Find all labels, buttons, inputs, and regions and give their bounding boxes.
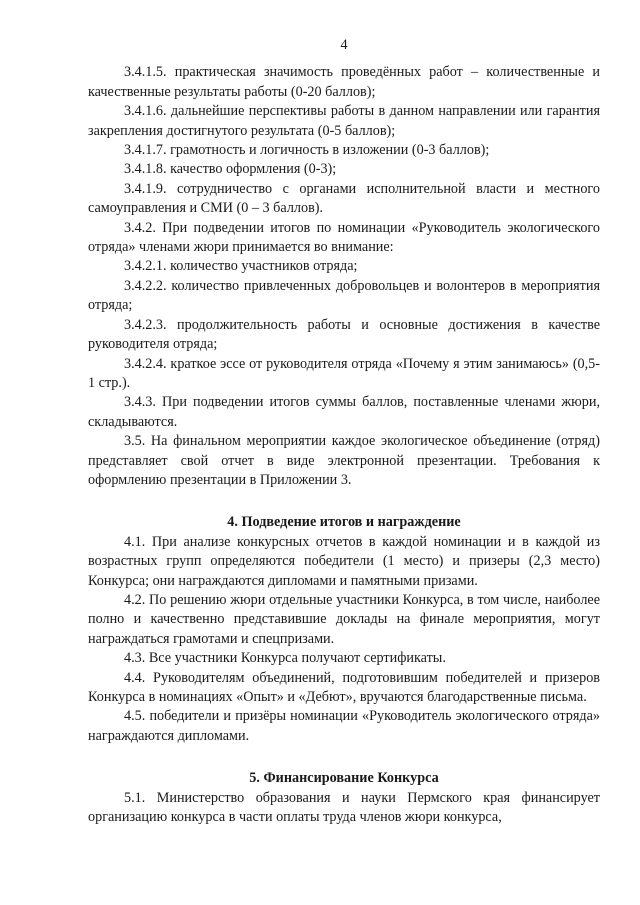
item-3-4-2-1: 3.4.2.1. количество участников отряда; (124, 258, 358, 275)
item-4-3: 4.3. Все участники Конкурса получают сертификаты. (124, 650, 446, 667)
item-4-1: 4.1. При анализе конкурсных отчетов в каждой номинации и в каждой из возрастных групп определяются победители (1 место) и призеры (2,3 место) Конкурса; они награждаются дипломами и памятными призами. (88, 533, 600, 589)
section-5-heading: 5. Финансирование Конкурса (249, 770, 439, 787)
page-number: 4 (340, 37, 348, 53)
item-4-2: 4.2. По решению жюри отдельные участники Конкурса, в том числе, наиболее полно и качественно представившие доклады на финале мероприятия, могут награждаться грамотами и спецпризами. (88, 591, 600, 647)
item-3-4-1-6: 3.4.1.6. дальнейшие перспективы работы в данном направлении или гарантия закрепления достигнутого результата (0-5 баллов); (88, 103, 600, 139)
item-3-4-1-9: 3.4.1.9. сотрудничество с органами исполнительной власти и местного самоуправления и СМИ (0 – 3 баллов). (88, 180, 600, 217)
item-3-4-2-3: 3.4.2.3. продолжительность работы и основные достижения в качестве руководителя отряда; (88, 316, 600, 353)
item-3-4-2: 3.4.2. При подведении итогов по номинации «Руководитель экологического отряда» членами жюри принимается во внимание: (88, 219, 600, 256)
item-3-4-1-7: 3.4.1.7. грамотность и логичность в изложении (0-3 баллов); (124, 142, 490, 159)
section-4-heading: 4. Подведение итогов и награждение (227, 514, 461, 531)
item-4-5: 4.5. победители и призёры номинации «Руководитель экологического отряда» награждаются дипломами. (88, 708, 600, 744)
item-3-4-2-2: 3.4.2.2. количество привлеченных добровольцев и волонтеров в мероприятия отряда; (88, 277, 600, 314)
item-3-4-3: 3.4.3. При подведении итогов суммы баллов, поставленные членами жюри, складываются. (88, 394, 600, 430)
item-4-4: 4.4. Руководителям объединений, подготовившим победителей и призеров Конкурса в номинациях «Опыт» и «Дебют», вручаются благодарственные письма. (88, 669, 600, 705)
item-3-4-1-5: 3.4.1.5. практическая значимость проведённых работ – количественные и качественные результаты работы (0-20 баллов); (88, 64, 600, 100)
item-3-4-1-8: 3.4.1.8. качество оформления (0-3); (124, 161, 337, 178)
item-5-1: 5.1. Министерство образования и науки Пермского края финансирует организацию конкурса в части оплаты труда членов жюри конкурса, (88, 789, 600, 826)
item-3-5: 3.5. На финальном мероприятии каждое экологическое объединение (отряд) представляет свой отчет в виде электронной презентации. Требования к оформлению презентации в Приложении 3. (88, 433, 600, 488)
item-3-4-2-4: 3.4.2.4. краткое эссе от руководителя отряда «Почему я этим занимаюсь» (0,5-1 стр.). (88, 355, 600, 391)
